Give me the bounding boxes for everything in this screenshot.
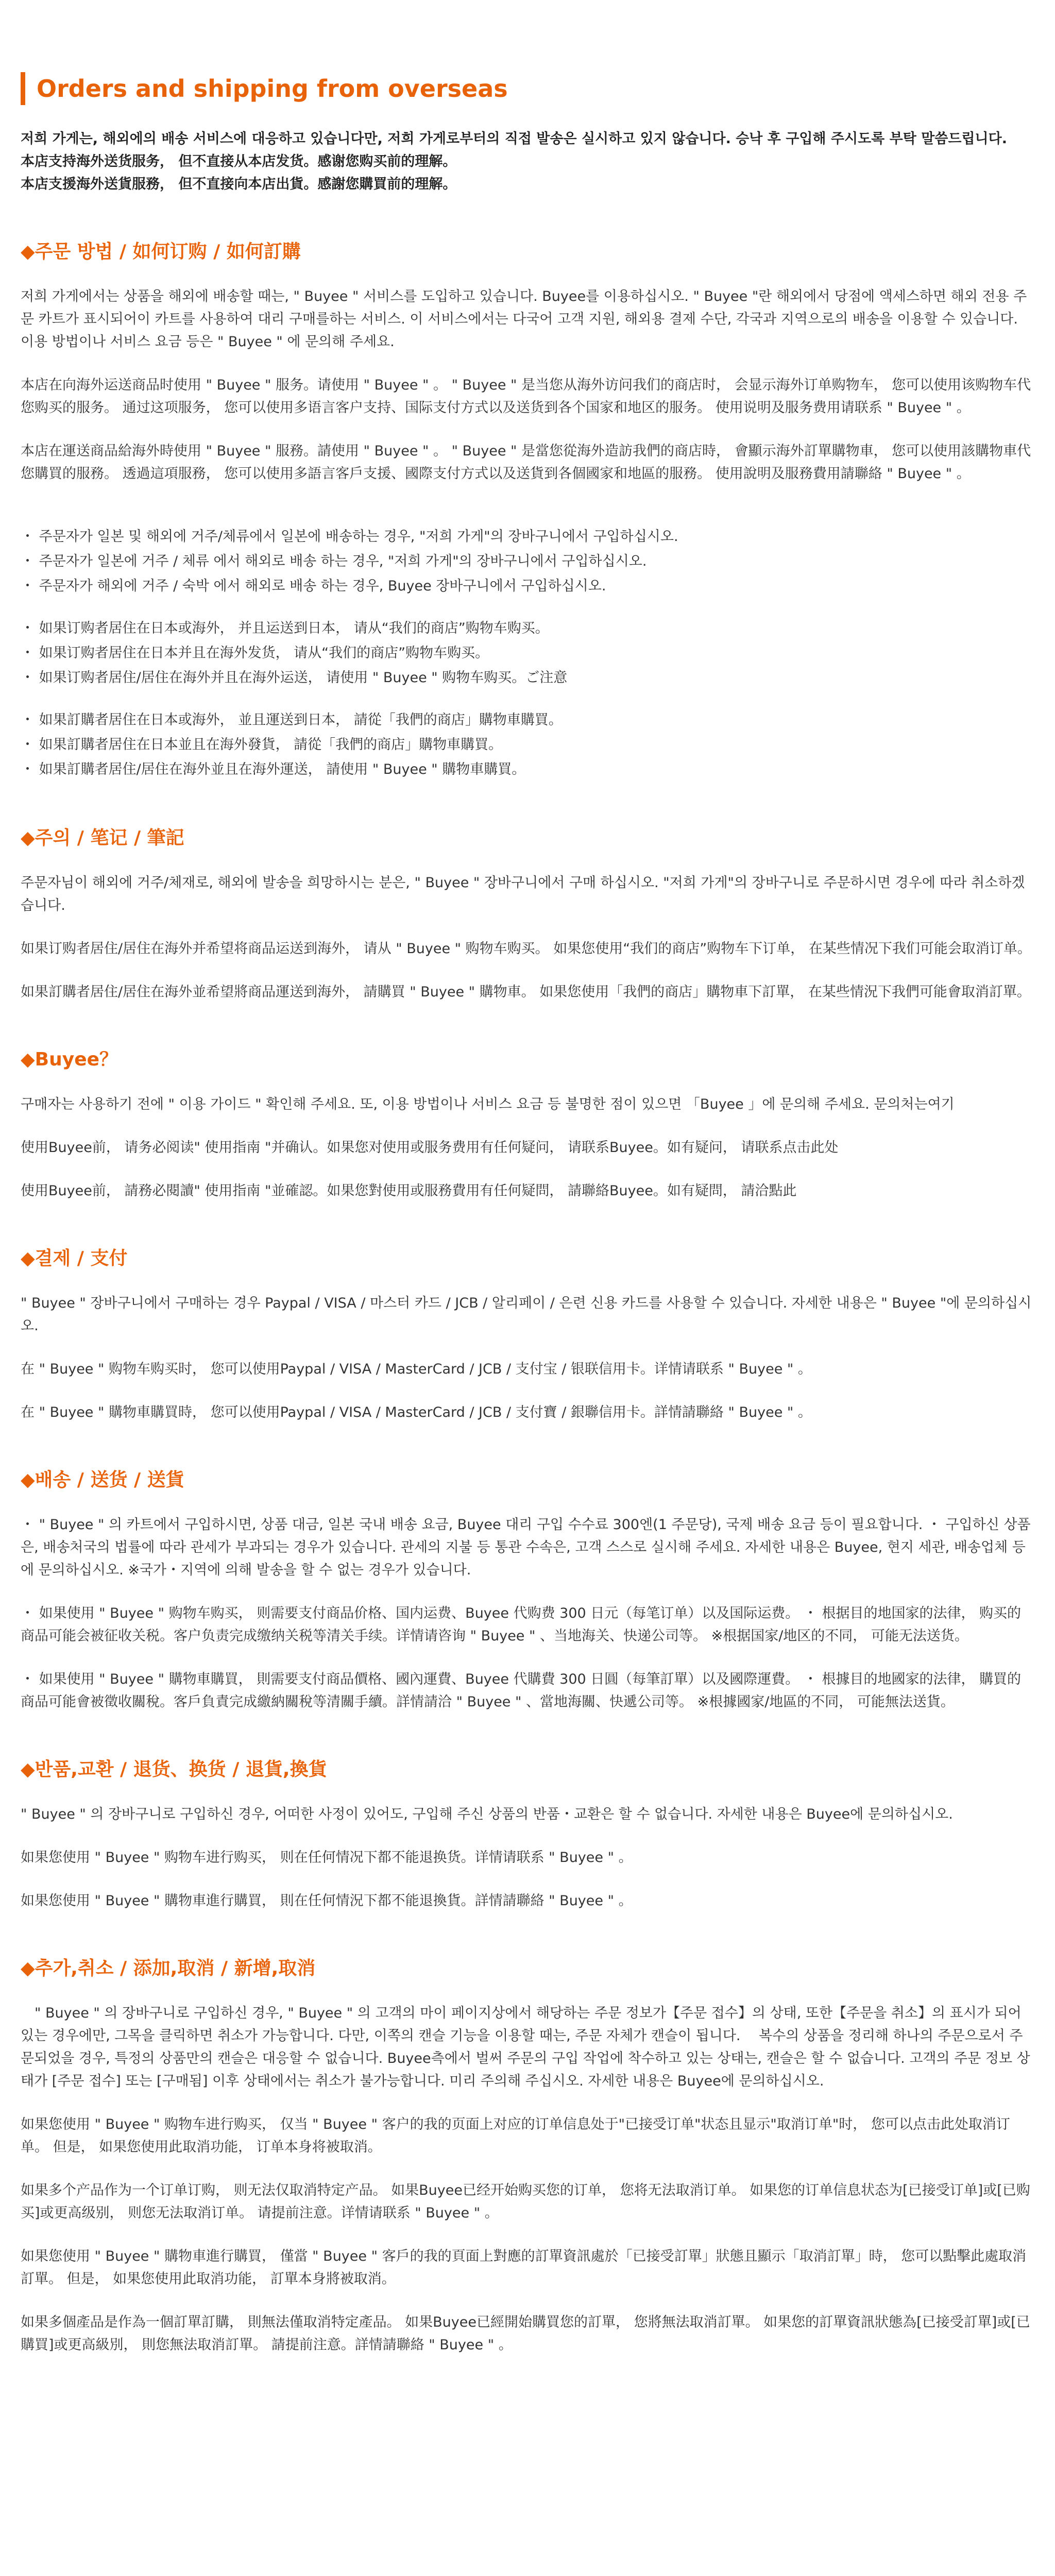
- paragraph: 如果您使用 " Buyee " 购物车进行购买， 仅当 " Buyee " 客户的我的页面上对应的订单信息处于"已接受订单"状态且显示"取消订单"时， 您可以点击此处取消订单。 但是， 如果您使用此取消功能， 订单本身将被取消。: [21, 2116, 1010, 2155]
- paragraph: 使用Buyee前， 请务必阅读" 使用指南 "并确认。如果您对使用或服务费用有任何疑问， 请联系Buyee。如有疑问， 请联系点击此处: [21, 1140, 839, 1156]
- section-payment: [21, 1246, 1034, 1424]
- paragraph: 저희 가게에서는 상품을 해외에 배송할 때는, " Buyee " 서비스를 도입하고 있습니다. Buyee를 이용하십시오. " Buyee "란 해외에서 당점에 액세스하면 해외 전용 주문 카트가 표시되어이 카트를 사용하여 대리 구매를하는 서비스. 이 서비스에서는 다국어 고객 지원, 해외용 결제 수단, 각국과 지역으로의 배송을 이용할 수 있습니다. 이용 방법이나 서비스 요금 등은 " Buyee " 에 문의해 주세요.: [21, 289, 1027, 350]
- section-returns: [21, 1757, 1034, 1912]
- intro-korean: 저희 가게는, 해외에의 배송 서비스에 대응하고 있습니다만, 저희 가게로부터의 직접 발송은 실시하고 있지 않습니다. 승낙 후 구입해 주시도록 부탁 말씀드립니다.: [21, 131, 1007, 147]
- paragraph: 如果订购者居住/居住在海外并希望将商品运送到海外， 请从 " Buyee " 购物车购买。 如果您使用“我们的商店”购物车下订单， 在某些情况下我们可能会取消订单。: [21, 941, 1031, 957]
- page-title: [21, 72, 1034, 105]
- section-title-payment: ◆결제 / 支付: [21, 1248, 128, 1269]
- intro-simplified-chinese: 本店支持海外送货服务， 但不直接从本店发货。感谢您购买前的理解。: [21, 154, 457, 170]
- paragraph: ・ 如果使用 " Buyee " 购物车购买， 则需要支付商品价格、国内运费、Buyee 代购费 300 日元（每笔订单）以及国际运费。 ・ 根据目的地国家的法律， 购买的商品可能会被征收关税。客户负责完成缴纳关税等清关手续。详情请咨询 " Buyee " 、当地海关、快递公司等。 ※根据国家/地区的不同， 可能无法送货。: [21, 1605, 1022, 1644]
- paragraph: 구매자는 사용하기 전에 " 이용 가이드 " 확인해 주세요. 또, 이용 방법이나 서비스 요금 등 불명한 점이 있으면 「Buyee 」에 문의해 주세요. 문의처는여기: [21, 1096, 955, 1112]
- section-title-order-method: ◆주문 방법 / 如何订购 / 如何訂購: [21, 241, 301, 262]
- section-title-shipping: ◆배송 / 送货 / 送貨: [21, 1469, 184, 1490]
- section-title-cancel: ◆추가,취소 / 添加,取消 / 新增,取消: [21, 1958, 316, 1979]
- list-item: ・ 주문자가 해외에 거주 / 숙박 에서 해외로 배송 하는 경우, Buyee 장바구니에서 구입하십시오.: [21, 578, 606, 594]
- list-item: ・ 如果訂購者居住在日本並且在海外發貨， 請從「我們的商店」購物車購買。: [21, 737, 503, 753]
- list-item: ・ 如果訂購者居住/居住在海外並且在海外運送， 請使用 " Buyee " 購物車購買。: [21, 761, 526, 777]
- bullet-list-simplified-chinese: [21, 616, 1034, 690]
- paragraph: 주문자님이 해외에 거주/체재로, 해외에 발송을 희망하시는 분은, " Buyee " 장바구니에서 구매 하십시오. "저희 가게"의 장바구니로 주문하시면 경우에 따라 취소하겠습니다.: [21, 875, 1025, 913]
- section-notes: [21, 825, 1034, 1004]
- page-title-text: Orders and shipping from overseas: [37, 75, 508, 103]
- list-item: ・ 如果订购者居住在日本并且在海外发货， 请从“我们的商店”购物车购买。: [21, 645, 489, 661]
- paragraph: " Buyee " 의 장바구니로 구입하신 경우, " Buyee " 의 고객의 마이 페이지상에서 해당하는 주문 정보가【주문 접수】의 상태, 또한【주문을 취소】의 표시가 되어 있는 경우에만, 그목을 클릭하면 취소가 가능합니다. 다만, 이쪽의 캔슬 기능을 이용할 때는, 주문 자체가 캔슬이 됩니다. 복수의 상품을 정리해 하나의 주문으로서 주문되었을 경우, 특정의 상품만의 캔슬은 대응할 수 없습니다. Buyee측에서 벌써 주문의 구입 작업에 착수하고 있는 상태는, 캔슬은 할 수 없습니다. 고객의 주문 정보 상태가 [주문 접수] 또는 [구매됨] 이후 상태에서는 취소가 불가능합니다. 미리 주의해 주십시오. 자세한 내용은 Buyee에 문의하십시오.: [21, 2005, 1030, 2089]
- paragraph: 在 " Buyee " 購物車購買時， 您可以使用Paypal / VISA / MasterCard / JCB / 支付寶 / 銀聯信用卡。詳情請聯絡 " Buyee " 。: [21, 1404, 812, 1420]
- section-cancel: [21, 1956, 1034, 2357]
- bullet-list-korean: [21, 524, 1034, 599]
- title-accent-bar: [21, 72, 25, 105]
- paragraph: 如果您使用 " Buyee " 購物車進行購買， 僅當 " Buyee " 客戶的我的頁面上對應的訂單資訊處於「已接受訂單」狀態且顯示「取消訂單」時， 您可以點擊此處取消訂單。 但是， 如果您使用此取消功能， 訂單本身將被取消。: [21, 2248, 1027, 2287]
- paragraph: ・ 如果使用 " Buyee " 購物車購買， 則需要支付商品價格、國內運費、Buyee 代購費 300 日圓（每筆訂單）以及國際運費。 ・ 根據目的地國家的法律， 購買的商品可能會被徵收關稅。客戶負責完成繳納關稅等清關手續。詳情請洽 " Buyee " 、當地海關、快遞公司等。 ※根據國家/地區的不同， 可能無法送貨。: [21, 1671, 1022, 1710]
- section-title-buyee: ◆Buyee？: [21, 1049, 118, 1070]
- list-item: ・ 如果订购者居住/居住在海外并且在海外运送， 请使用 " Buyee " 购物车购买。ご注意: [21, 670, 568, 686]
- bullet-list-traditional-chinese: [21, 708, 1034, 782]
- intro-traditional-chinese: 本店支援海外送貨服務， 但不直接向本店出貨。感謝您購買前的理解。: [21, 176, 457, 192]
- section-order-method: [21, 239, 1034, 782]
- list-item: ・ 如果订购者居住在日本或海外， 并且运送到日本， 请从“我们的商店”购物车购买。: [21, 620, 549, 636]
- list-item: ・ 如果訂購者居住在日本或海外， 並且運送到日本， 請從「我們的商店」購物車購買。: [21, 712, 563, 728]
- paragraph: 如果多個產品是作為一個訂單訂購， 則無法僅取消特定產品。 如果Buyee已經開始購買您的訂單， 您將無法取消訂單。 如果您的訂單資訊狀態為[已接受訂單]或[已購買]或更高級別， 則您無法取消訂單。 請提前注意。詳情請聯絡 " Buyee " 。: [21, 2314, 1030, 2353]
- section-buyee: [21, 1047, 1034, 1202]
- list-item: ・ 주문자가 일본에 거주 / 체류 에서 해외로 배송 하는 경우, "저희 가게"의 장바구니에서 구입하십시오.: [21, 553, 647, 569]
- paragraph: ・ " Buyee " 의 카트에서 구입하시면, 상품 대금, 일본 국내 배송 요금, Buyee 대리 구입 수수료 300엔(1 주문당), 국제 배송 요금 등이 필요합니다. ・ 구입하신 상품은, 배송처국의 법률에 따라 관세가 부과되는 경우가 있습니다. 관세의 지불 등 통관 수속은, 고객 스스로 실시해 주세요. 자세한 내용은 Buyee, 현지 세관, 배송업체 등에 문의하십시오. ※국가・지역에 의해 발송을 할 수 없는 경우가 있습니다.: [21, 1517, 1031, 1578]
- intro-notice: [21, 128, 1034, 196]
- section-shipping: [21, 1467, 1034, 1714]
- paragraph: " Buyee " 의 장바구니로 구입하신 경우, 어떠한 사정이 있어도, 구입해 주신 상품의 반품・교환은 할 수 없습니다. 자세한 내용은 Buyee에 문의하십시오.: [21, 1806, 953, 1822]
- paragraph: 本店在向海外运送商品时使用 " Buyee " 服务。请使用 " Buyee " 。 " Buyee " 是当您从海外访问我们的商店时， 会显示海外订单购物车， 您可以使用该购物车代您购买的服务。 通过这项服务， 您可以使用多语言客户支持、国际支付方式以及送货到各个国家和地区的服务。 使用说明及服务费用请联系 " Buyee " 。: [21, 377, 1031, 416]
- paragraph: 在 " Buyee " 购物车购买时， 您可以使用Paypal / VISA / MasterCard / JCB / 支付宝 / 银联信用卡。详情请联系 " Buyee " 。: [21, 1361, 812, 1377]
- section-title-notes: ◆주의 / 笔记 / 筆記: [21, 827, 184, 849]
- paragraph: 如果您使用 " Buyee " 购物车进行购买， 则在任何情况下都不能退换货。详情请联系 " Buyee " 。: [21, 1850, 633, 1866]
- list-item: ・ 주문자가 일본 및 해외에 거주/체류에서 일본에 배송하는 경우, "저희 가게"의 장바구니에서 구입하십시오.: [21, 529, 678, 545]
- section-title-returns: ◆반품,교환 / 退货、换货 / 退貨,換貨: [21, 1759, 327, 1780]
- paragraph: " Buyee " 장바구니에서 구매하는 경우 Paypal / VISA / 마스터 카드 / JCB / 알리페이 / 은련 신용 카드를 사용할 수 있습니다. 자세한 내용은 " Buyee "에 문의하십시오.: [21, 1295, 1032, 1334]
- paragraph: 使用Buyee前， 請務必閱讀" 使用指南 "並確認。如果您對使用或服務費用有任何疑問， 請聯絡Buyee。如有疑問， 請洽點此: [21, 1183, 797, 1199]
- paragraph: 如果訂購者居住/居住在海外並希望將商品運送到海外， 請購買 " Buyee " 購物車。 如果您使用「我們的商店」購物車下訂單， 在某些情況下我們可能會取消訂單。: [21, 984, 1031, 1000]
- paragraph: 本店在運送商品給海外時使用 " Buyee " 服務。請使用 " Buyee " 。 " Buyee " 是當您從海外造訪我們的商店時， 會顯示海外訂單購物車， 您可以使用該購物車代您購買的服務。 透過這項服務， 您可以使用多語言客戶支援、國際支付方式以及送貨到各個國家和地區的服務。 使用說明及服務費用請聯絡 " Buyee " 。: [21, 443, 1031, 482]
- paragraph: 如果您使用 " Buyee " 購物車進行購買， 則在任何情況下都不能退換貨。詳情請聯絡 " Buyee " 。: [21, 1893, 633, 1909]
- paragraph: 如果多个产品作为一个订单订购， 则无法仅取消特定产品。 如果Buyee已经开始购买您的订单， 您将无法取消订单。 如果您的订单信息状态为[已接受订单]或[已购买]或更高级别， 则您无法取消订单。 请提前注意。详情请联系 " Buyee " 。: [21, 2182, 1030, 2221]
